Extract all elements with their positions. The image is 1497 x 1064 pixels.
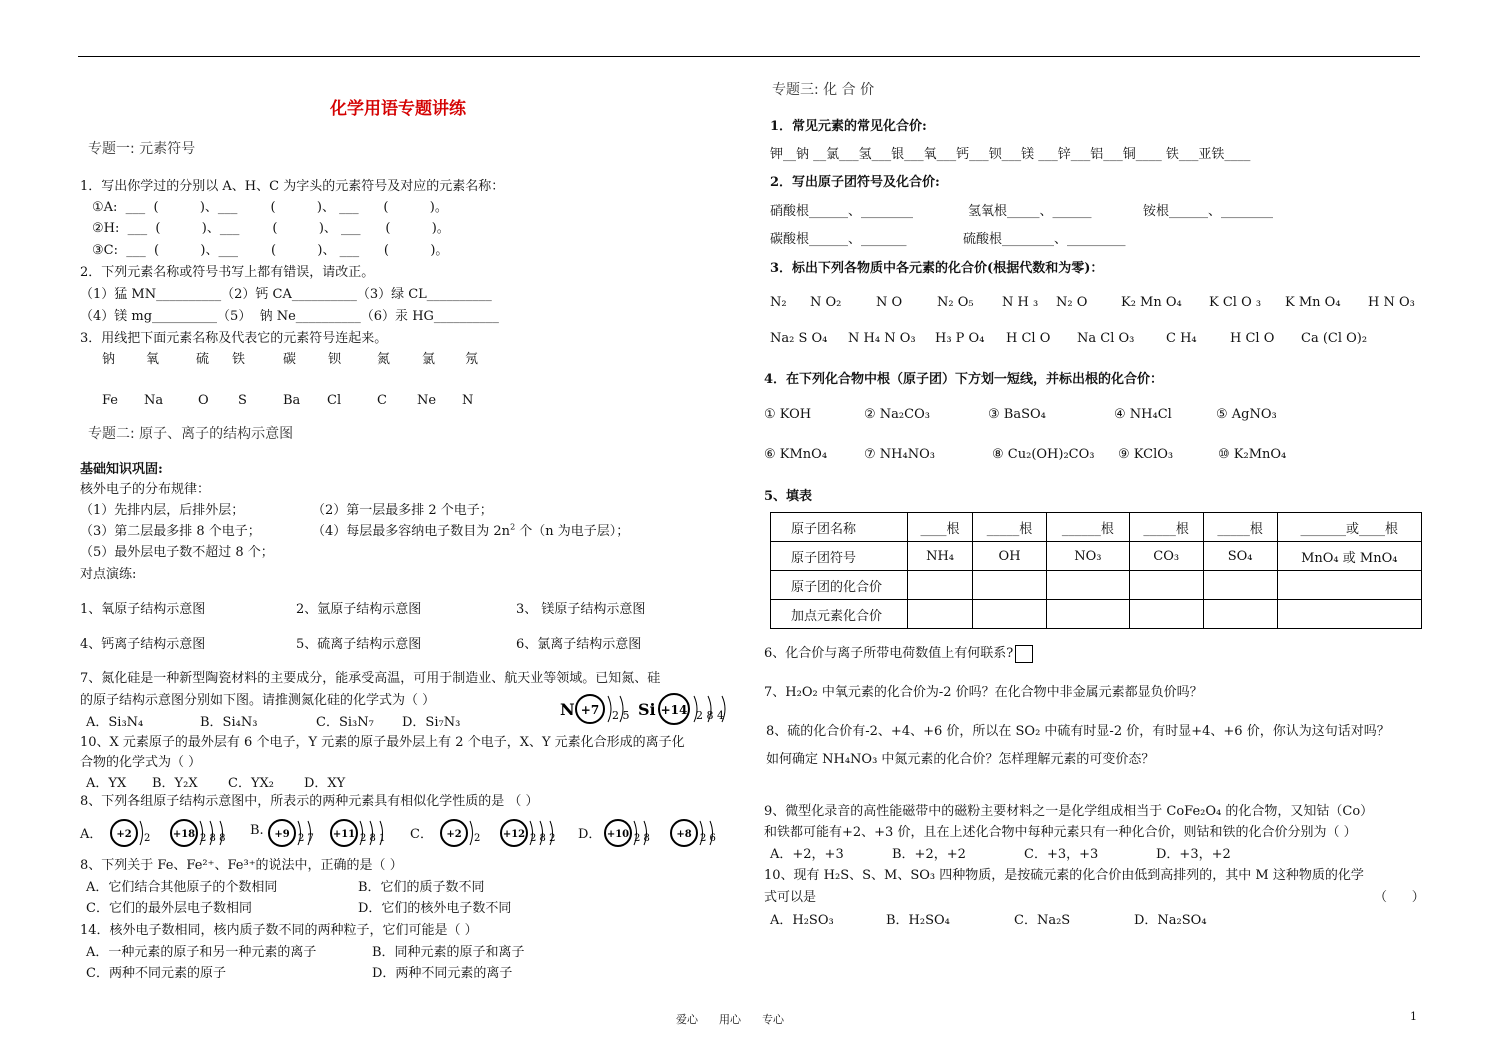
s1-q1a: ①A: ___ ( )、___ ( )、 ___ ( )。 xyxy=(92,200,448,215)
element-name-2: 硫 xyxy=(196,352,210,367)
s2-q7b: 的原子结构示意图分别如下图。请推测氮化硅的化学式为（ ） xyxy=(80,693,436,708)
s2-practice: 对点演练: xyxy=(80,567,137,582)
element-symbol-7: Ne xyxy=(417,393,437,408)
table-cell: CO₃ xyxy=(1129,542,1203,571)
q3-formula-13: H₃ P O₄ xyxy=(935,331,985,346)
s2-q14-b: B．同种元素的原子和离子 xyxy=(372,945,525,960)
element-symbol-2: O xyxy=(198,393,209,408)
s3-q10-opt-b: B．H₂SO₄ xyxy=(886,913,950,928)
table-row xyxy=(771,513,1422,542)
s2-rule: 核外电子的分布规律： xyxy=(80,482,211,497)
s3-q8b: 如何确定 NH₄NO₃ 中氮元素的化合价？怎样理解元素的可变价态？ xyxy=(766,752,1155,767)
s2-q14-d: D．两种不同元素的离子 xyxy=(372,966,513,981)
s3-q10a: 10、现有 H₂S、S、M、SO₃ 四种物质，是按硫元素的化合价由低到高排列的，其中 M 这种物质的化学 xyxy=(764,868,1364,883)
q8-atom-b2 xyxy=(328,818,394,848)
q3-formula-18: Ca (Cl O)₂ xyxy=(1301,331,1368,346)
s1-q1b: ②H: ___ ( )、___ ( )、 ___ ( )。 xyxy=(92,221,450,236)
s3-q7: 7、H₂O₂ 中氧元素的化合价为-2 价吗？在化合物中非金属元素都显负价吗？ xyxy=(764,685,1203,700)
element-symbol-4: Ba xyxy=(283,393,301,408)
q4-compound-5: ⑤ AgNO₃ xyxy=(1216,407,1277,422)
element-symbol-3: S xyxy=(238,393,247,408)
s2-p2: 2、氩原子结构示意图 xyxy=(296,602,422,617)
s3-q10b: 式可以是 xyxy=(764,890,817,905)
s2-q14: 14．核外电子数相同，核内质子数不同的两种粒子，它们可能是（ ） xyxy=(80,923,478,938)
s1-q1c: ③C: ___ ( )、___ ( )、 ___ ( )。 xyxy=(92,243,449,258)
element-symbol-5: Cl xyxy=(327,393,342,408)
s3-q10c: （ ） xyxy=(1374,890,1425,905)
section-1-heading: 专题一: 元素符号 xyxy=(88,141,196,157)
si-symbol: Si xyxy=(638,700,656,719)
si-electrons: 2 8 4 xyxy=(696,709,724,722)
svg-text:+8: +8 xyxy=(676,829,692,840)
si-core: +14 xyxy=(660,703,688,717)
table-row xyxy=(771,571,1422,600)
s3-q8a: 8、硫的化合价有-2、+4、+6 价，所以在 SO₂ 中硫有时显-2 价，有时显+4、+6 价，你认为这句话对吗？ xyxy=(766,724,1390,739)
q3-formula-1: N₂ xyxy=(770,295,787,310)
table-cell: _____根 xyxy=(1203,513,1277,542)
s3-q3: 3．标出下列各物质中各元素的化合价(根据代数和为零)： xyxy=(770,261,1104,276)
svg-text:+18: +18 xyxy=(172,829,196,840)
svg-text:2 8 8: 2 8 8 xyxy=(200,833,226,844)
svg-text:+10: +10 xyxy=(606,829,630,840)
element-name-6: 氮 xyxy=(377,352,391,367)
s3-q9-opt-d: D．+3，+2 xyxy=(1156,847,1231,862)
s2-p1: 1、氧原子结构示意图 xyxy=(80,602,206,617)
q4-compound-6: ⑥ KMnO₄ xyxy=(764,447,828,462)
element-symbol-0: Fe xyxy=(102,393,119,408)
table-cell: _______或____根 xyxy=(1277,513,1421,542)
s3-q9a: 9、微型化录音的高性能磁带中的磁粉主要材料之一是化学组成相当于 CoFe₂O₄ 的化合物，又知钴（Co） xyxy=(764,804,1374,819)
q8-atom-d1 xyxy=(602,818,658,848)
q8-atom-c2 xyxy=(498,818,564,848)
q3-formula-7: K₂ Mn O₄ xyxy=(1121,295,1182,310)
q4-compound-1: ① KOH xyxy=(764,407,812,422)
s2-q7a: 7、氮化硅是一种新型陶瓷材料的主要成分，能承受高温，可用于制造业、航天业等领域。已知氮、硅 xyxy=(80,671,661,686)
q3-formula-8: K Cl O ₃ xyxy=(1209,295,1262,310)
s3-q9b: 和铁都可能有+2、+3 价，且在上述化合物中每种元素只有一种化合价，则钴和铁的化合价分别为（ ） xyxy=(764,825,1357,840)
s3-q9-opt-b: B．+2，+2 xyxy=(892,847,966,862)
q8-atom-a2 xyxy=(168,818,234,848)
table-header-valence: 原子团的化合价 xyxy=(771,571,908,600)
s3-q2-a2: 氢氧根_____、______ xyxy=(968,204,1092,219)
n-core: +7 xyxy=(580,703,600,717)
element-name-7: 氯 xyxy=(422,352,436,367)
table-cell-empty[interactable] xyxy=(1203,600,1277,629)
table-cell-empty[interactable] xyxy=(1129,600,1203,629)
q8-label-a: A． xyxy=(80,827,103,842)
table-cell: NO₃ xyxy=(1047,542,1130,571)
s3-q2-a3: 铵根______、________ xyxy=(1143,204,1274,219)
table-cell: OH xyxy=(973,542,1047,571)
q3-formula-10: H N O₃ xyxy=(1368,295,1415,310)
section-2-heading: 专题二: 原子、离子的结构示意图 xyxy=(88,426,294,442)
s2-p5: 5、硫离子结构示意图 xyxy=(296,637,422,652)
q8-atom-b1 xyxy=(266,818,322,848)
svg-text:+2: +2 xyxy=(116,829,132,840)
s3-q10-opt-d: D．Na₂SO₄ xyxy=(1134,913,1207,928)
s2-q10-opt-d: D．XY xyxy=(304,776,346,791)
s2-q10a: 10、X 元素原子的最外层有 6 个电子，Y 元素的原子最外层上有 2 个电子，X、Y 元素化合形成的离子化 xyxy=(80,735,685,750)
s2-basic: 基础知识巩固: xyxy=(80,462,163,477)
table-cell: ______根 xyxy=(1047,513,1130,542)
s2-q7-opt-a: A．Si₃N₄ xyxy=(86,715,144,730)
q3-formula-15: Na Cl O₃ xyxy=(1077,331,1135,346)
q3-formula-2: N O₂ xyxy=(810,295,842,310)
s3-q2: 2．写出原子团符号及化合价: xyxy=(770,175,940,190)
s3-q4: 4．在下列化合物中根（原子团）下方划一短线，并标出根的化合价： xyxy=(764,372,1164,387)
table-cell: SO₄ xyxy=(1203,542,1277,571)
svg-text:2 8 1: 2 8 1 xyxy=(360,833,386,844)
s3-q1: 1．常见元素的常见化合价: xyxy=(770,119,927,134)
s2-p4: 4、钙离子结构示意图 xyxy=(80,637,206,652)
q4-compound-7: ⑦ NH₄NO₃ xyxy=(864,447,935,462)
s1-q2a: （1）猛 MN__________（2）钙 CA__________（3）绿 CL__________ xyxy=(80,287,492,302)
table-row xyxy=(771,600,1422,629)
n-electrons: 2 5 xyxy=(612,709,630,722)
element-symbol-6: C xyxy=(377,393,387,408)
table-cell-empty[interactable] xyxy=(1203,571,1277,600)
q3-formula-6: N₂ O xyxy=(1056,295,1088,310)
q3-formula-9: K Mn O₄ xyxy=(1285,295,1341,310)
footer-text: 爱心 用心 专心 xyxy=(676,1013,784,1026)
q4-compound-10: ⑩ K₂MnO₄ xyxy=(1218,447,1287,462)
s2-r3: （3）第二层最多排 8 个电子； xyxy=(80,524,261,539)
table-cell-empty[interactable] xyxy=(908,600,973,629)
table-cell-empty[interactable] xyxy=(1277,600,1421,629)
s2-r1: （1）先排内层，后排外层； xyxy=(80,503,245,518)
s3-q5: 5、填表 xyxy=(764,489,813,504)
q4-compound-3: ③ BaSO₄ xyxy=(988,407,1046,422)
table-header-symbol: 原子团符号 xyxy=(771,542,908,571)
table-cell-empty[interactable] xyxy=(1129,571,1203,600)
element-name-5: 钡 xyxy=(328,352,342,367)
element-name-0: 钠 xyxy=(102,352,116,367)
q8-label-c: C． xyxy=(410,827,433,842)
s2-p3: 3、 镁原子结构示意图 xyxy=(516,602,646,617)
element-name-1: 氧 xyxy=(146,352,160,367)
svg-text:+2: +2 xyxy=(446,829,462,840)
s2-q8b-b: B．它们的质子数不同 xyxy=(358,880,485,895)
page-title: 化学用语专题讲练 xyxy=(330,99,466,119)
element-symbol-8: N xyxy=(462,393,474,408)
s3-q10-opt-c: C．Na₂S xyxy=(1014,913,1071,928)
svg-text:2 8: 2 8 xyxy=(634,833,650,844)
element-name-8: 氖 xyxy=(465,352,479,367)
s3-q10-opt-a: A．H₂SO₃ xyxy=(770,913,834,928)
q3-formula-11: Na₂ S O₄ xyxy=(770,331,828,346)
svg-text:2 8 2: 2 8 2 xyxy=(530,833,556,844)
q8-label-d: D． xyxy=(578,827,602,842)
s2-r2: （2）第一层最多排 2 个电子； xyxy=(312,503,493,518)
s2-q10-opt-c: C．YX₂ xyxy=(228,776,274,791)
svg-text:+9: +9 xyxy=(274,829,290,840)
svg-text:+12: +12 xyxy=(502,829,526,840)
table-cell-empty[interactable] xyxy=(973,600,1047,629)
s2-q7-opt-b: B．Si₄N₃ xyxy=(200,715,258,730)
table-cell-empty[interactable] xyxy=(1277,571,1421,600)
s2-q8b: 8、下列关于 Fe、Fe²⁺、Fe³⁺的说法中，正确的是（ ） xyxy=(80,858,403,873)
table-cell: MnO₄ 或 MnO₄ xyxy=(1277,542,1421,571)
q3-formula-5: N H ₃ xyxy=(1002,295,1039,310)
table-header-dotted: 加点元素化合价 xyxy=(771,600,908,629)
q3-formula-12: N H₄ N O₃ xyxy=(848,331,916,346)
q8-atom-c1 xyxy=(438,818,490,848)
s2-q7-opt-d: D．Si₇N₃ xyxy=(402,715,461,730)
s2-r4: （4）每层最多容纳电子数目为 $2n^2$ 个（n 为电子层）； xyxy=(312,522,630,539)
s2-q14-c: C．两种不同元素的原子 xyxy=(86,966,226,981)
s2-q8b-d: D．它们的核外电子数不同 xyxy=(358,901,512,916)
s2-p6: 6、氯离子结构示意图 xyxy=(516,637,642,652)
s3-q2-a1: 硝酸根______、________ xyxy=(770,204,914,219)
s2-q7-opt-c: C．Si₃N₇ xyxy=(316,715,374,730)
element-name-3: 铁 xyxy=(232,352,246,367)
s1-q2: 2．下列元素名称或符号书写上都有错误，请改正。 xyxy=(80,265,375,280)
q4-compound-9: ⑨ KClO₃ xyxy=(1118,447,1174,462)
s1-q3: 3．用线把下面元素名称及代表它的元素符号连起来。 xyxy=(80,331,388,346)
table-cell: NH₄ xyxy=(908,542,973,571)
s3-q9-opt-c: C．+3，+3 xyxy=(1024,847,1099,862)
s2-r5: （5）最外层电子数不超过 8 个； xyxy=(80,545,274,560)
q4-compound-8: ⑧ Cu₂(OH)₂CO₃ xyxy=(992,447,1095,462)
table-cell-empty[interactable] xyxy=(1047,571,1130,600)
q8-atom-d2 xyxy=(668,818,724,848)
svg-text:2: 2 xyxy=(474,833,481,844)
q8-atom-a1 xyxy=(108,818,160,848)
s3-q2-b1: 碳酸根______、_______ xyxy=(770,232,907,247)
element-name-4: 碳 xyxy=(283,352,297,367)
s2-q10-opt-b: B．Y₂X xyxy=(152,776,198,791)
table-cell-empty[interactable] xyxy=(908,571,973,600)
svg-text:2: 2 xyxy=(144,833,151,844)
table-cell-empty[interactable] xyxy=(973,571,1047,600)
s2-q10-opt-a: A．YX xyxy=(86,776,127,791)
q4-compound-2: ② Na₂CO₃ xyxy=(864,407,930,422)
s2-q8b-a: A．它们结合其他原子的个数相同 xyxy=(86,880,278,895)
s3-q9-opt-a: A．+2，+3 xyxy=(770,847,844,862)
svg-text:+11: +11 xyxy=(332,829,356,840)
q4-compound-4: ④ NH₄Cl xyxy=(1114,407,1172,422)
q3-formula-4: N₂ O₅ xyxy=(937,295,974,310)
s3-q2-b2: 硫酸根________、_________ xyxy=(963,232,1126,247)
s2-q8: 8、下列各组原子结构示意图中，所表示的两种元素具有相似化学性质的是 （ ） xyxy=(80,794,539,809)
n-symbol: N xyxy=(560,700,575,719)
answer-box[interactable] xyxy=(1015,645,1033,663)
q3-formula-3: N O xyxy=(876,295,903,310)
s2-q8b-c: C．它们的最外层电子数相同 xyxy=(86,901,252,916)
q3-formula-17: H Cl O xyxy=(1230,331,1275,346)
table-cell: _____根 xyxy=(1129,513,1203,542)
table-header-name: 原子团名称 xyxy=(771,513,908,542)
table-cell: _____根 xyxy=(973,513,1047,542)
section-3-heading: 专题三: 化 合 价 xyxy=(772,82,875,98)
s3-q6: 6、化合价与离子所带电荷数值上有何联系? xyxy=(764,642,1033,663)
s2-q14-a: A．一种元素的原子和另一种元素的离子 xyxy=(86,945,317,960)
s2-q10b: 合物的化学式为（ ） xyxy=(80,755,202,770)
element-symbol-1: Na xyxy=(144,393,164,408)
page-number: 1 xyxy=(1410,1010,1417,1023)
svg-text:2 6: 2 6 xyxy=(700,833,716,844)
s3-q1-line: 钾__钠 __氯___氢___银___氧___钙___钡___镁 ___锌___铝___铜____ 铁___亚铁____ xyxy=(770,147,1251,162)
table-cell: ____根 xyxy=(908,513,973,542)
nitrogen-silicon-atom-diagram xyxy=(558,692,738,726)
table-cell-empty[interactable] xyxy=(1047,600,1130,629)
svg-text:2 7: 2 7 xyxy=(298,833,314,844)
s1-q2b: （4）镁 mg__________（5） 钠 Ne__________（6）汞 HG__________ xyxy=(80,309,499,324)
s1-q1: 1．写出你学过的分别以 A、H、C 为字头的元素符号及对应的元素名称： xyxy=(80,179,505,194)
q3-formula-14: H Cl O xyxy=(1006,331,1051,346)
q3-formula-16: C H₄ xyxy=(1166,331,1197,346)
q8-label-b: B. xyxy=(250,823,264,838)
table-row xyxy=(771,542,1422,571)
radical-table xyxy=(770,512,1422,629)
header-rule xyxy=(78,56,1420,57)
